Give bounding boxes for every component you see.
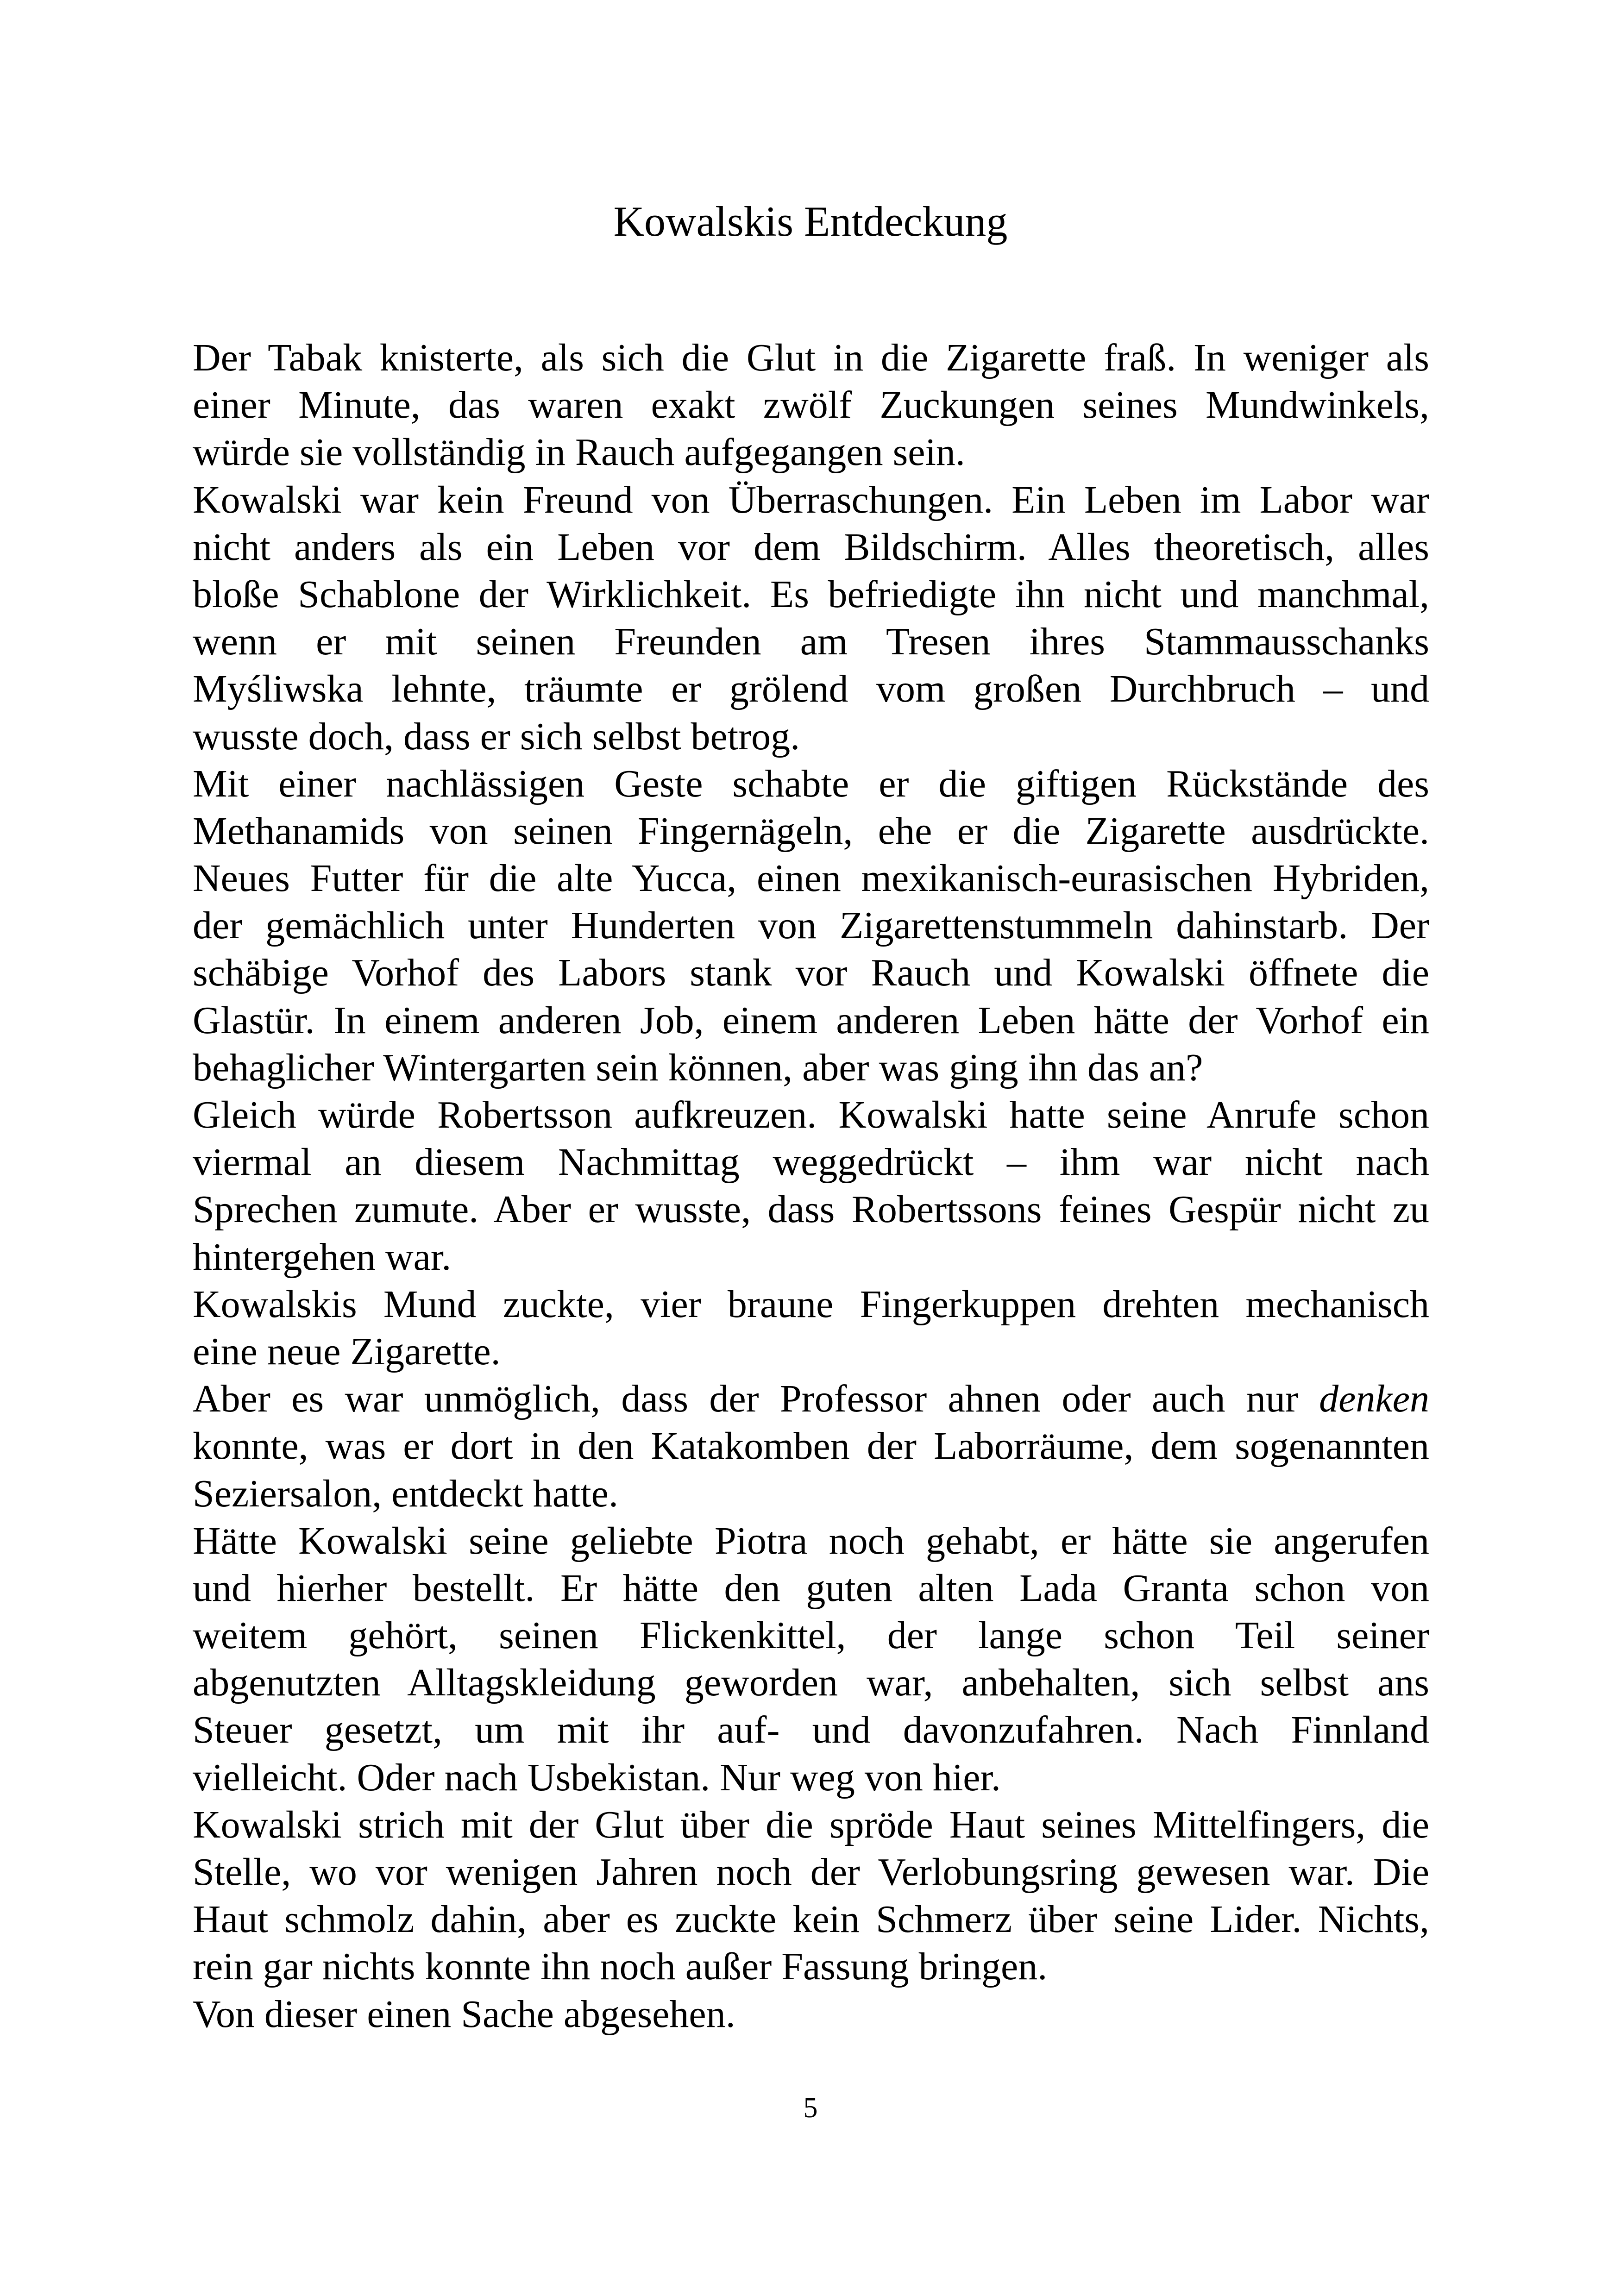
text-line: [193, 713, 1429, 760]
text-line: [193, 1186, 1429, 1233]
line-text: Stelle, wo vor wenigen Jahren noch der Verlobungsring gewesen war. Die: [193, 1851, 1429, 1894]
line-text: Neues Futter für die alte Yucca, einen mexikanisch-eurasischen Hybriden,: [193, 857, 1429, 900]
text-line: [193, 1565, 1429, 1612]
text-line: [193, 1044, 1429, 1092]
text-line: [193, 571, 1429, 618]
text-line: [193, 618, 1429, 665]
line-text: Haut schmolz dahin, aber es zuckte kein Schmerz über seine Lider. Nichts,: [193, 1898, 1429, 1941]
text-line: [193, 1281, 1429, 1328]
text-line: [193, 1234, 1429, 1281]
text-line: [193, 1139, 1429, 1186]
paragraph: [193, 1518, 1429, 1801]
text-line: [193, 1943, 1429, 1990]
text-line: [193, 334, 1429, 382]
line-text: Kowalski war kein Freund von Überraschungen. Ein Leben im Labor war: [193, 478, 1429, 521]
line-text: hintergehen war.: [193, 1235, 452, 1279]
paragraph: [193, 1092, 1429, 1281]
line-text: weitem gehört, seinen Flickenkittel, der lange schon Teil seiner: [193, 1614, 1429, 1657]
line-text: Seziersalon, entdeckt hatte.: [193, 1472, 618, 1515]
line-text: und hierher bestellt. Er hätte den guten alten Lada Granta schon von: [193, 1566, 1429, 1610]
text-line: [193, 429, 1429, 476]
text-line: [193, 949, 1429, 997]
page-number: 5: [803, 2092, 818, 2124]
line-text: Gleich würde Robertsson aufkreuzen. Kowalski hatte seine Anrufe schon: [193, 1093, 1429, 1136]
text-line: [193, 1518, 1429, 1565]
text-line: [193, 760, 1429, 808]
line-text: würde sie vollständig in Rauch aufgegangen sein.: [193, 431, 965, 474]
text-line: [193, 1801, 1429, 1849]
line-text: wenn er mit seinen Freunden am Tresen ihres Stammausschanks: [193, 620, 1429, 664]
text-line: [193, 1896, 1429, 1943]
text-line: [193, 1375, 1429, 1423]
line-text: Methanamids von seinen Fingernägeln, ehe er die Zigarette ausdrückte.: [193, 809, 1429, 853]
line-text: wusste doch, dass er sich selbst betrog.: [193, 715, 800, 758]
line-text: Myśliwska lehnte, träumte er grölend vom großen Durchbruch – und: [193, 667, 1429, 711]
line-text: Sprechen zumute. Aber er wusste, dass Robertssons feines Gespür nicht zu: [193, 1188, 1429, 1231]
line-text: Kowalskis Mund zuckte, vier braune Fingerkuppen drehten mechanisch: [193, 1282, 1429, 1326]
paragraph: [193, 477, 1429, 760]
text-line: [193, 997, 1429, 1044]
line-text: Kowalski strich mit der Glut über die spröde Haut seines Mittelfingers, die: [193, 1803, 1429, 1846]
line-text: bloße Schablone der Wirklichkeit. Es befriedigte ihn nicht und manchmal,: [193, 572, 1429, 616]
line-text: Hätte Kowalski seine geliebte Piotra noch gehabt, er hätte sie angerufen: [193, 1519, 1429, 1562]
line-text: Der Tabak knisterte, als sich die Glut in die Zigarette fraß. In weniger als: [193, 336, 1429, 379]
text-line: [193, 1328, 1429, 1375]
paragraph: [193, 334, 1429, 477]
text-line: [193, 524, 1429, 571]
text-line: [193, 1423, 1429, 1470]
paragraph: [193, 1281, 1429, 1375]
line-text: Aber es war unmöglich, dass der Professor ahnen oder auch nur: [193, 1377, 1319, 1421]
text-line: [193, 1706, 1429, 1754]
paragraph: [193, 1991, 1429, 2038]
text-line: [193, 855, 1429, 902]
line-text: abgenutzten Alltagskleidung geworden war, anbehalten, sich selbst ans: [193, 1661, 1429, 1705]
text-line: [193, 382, 1429, 429]
paragraph: [193, 1801, 1429, 1991]
text-line: [193, 1470, 1429, 1518]
line-text: konnte, was er dort in den Katakomben der Laborräume, dem sogenannten: [193, 1424, 1429, 1468]
text-line: [193, 1092, 1429, 1139]
line-text: Steuer gesetzt, um mit ihr auf- und davonzufahren. Nach Finnland: [193, 1708, 1429, 1752]
chapter-title: Kowalskis Entdeckung: [613, 198, 1008, 245]
text-line: [193, 808, 1429, 855]
text-line: [193, 1754, 1429, 1801]
line-text: der gemächlich unter Hunderten von Zigarettenstummeln dahinstarb. Der: [193, 904, 1429, 947]
paragraph: [193, 1375, 1429, 1518]
chapter-body: [193, 334, 1429, 2038]
line-text: rein gar nichts konnte ihn noch außer Fassung bringen.: [193, 1945, 1048, 1989]
line-text: Von dieser einen Sache abgesehen.: [193, 1992, 735, 2036]
line-text: Glastür. In einem anderen Job, einem anderen Leben hätte der Vorhof ein: [193, 998, 1429, 1042]
text-line: [193, 902, 1429, 949]
line-text: eine neue Zigarette.: [193, 1330, 501, 1373]
text-line: [193, 477, 1429, 524]
text-line: [193, 665, 1429, 713]
line-text: behaglicher Wintergarten sein können, aber was ging ihn das an?: [193, 1046, 1203, 1089]
line-text: viermal an diesem Nachmittag weggedrückt – ihm war nicht nach: [193, 1141, 1429, 1184]
emphasized-word: denken: [1319, 1377, 1429, 1421]
text-line: [193, 1659, 1429, 1706]
paragraph: [193, 760, 1429, 1092]
text-line: [193, 1849, 1429, 1896]
line-text: schäbige Vorhof des Labors stank vor Rauch und Kowalski öffnete die: [193, 951, 1429, 995]
text-line: [193, 1991, 1429, 2038]
line-text: nicht anders als ein Leben vor dem Bildschirm. Alles theoretisch, alles: [193, 525, 1429, 569]
text-line: [193, 1612, 1429, 1659]
line-text: vielleicht. Oder nach Usbekistan. Nur weg von hier.: [193, 1756, 1001, 1799]
line-text: einer Minute, das waren exakt zwölf Zuckungen seines Mundwinkels,: [193, 383, 1429, 427]
line-text: Mit einer nachlässigen Geste schabte er die giftigen Rückstände des: [193, 762, 1429, 805]
